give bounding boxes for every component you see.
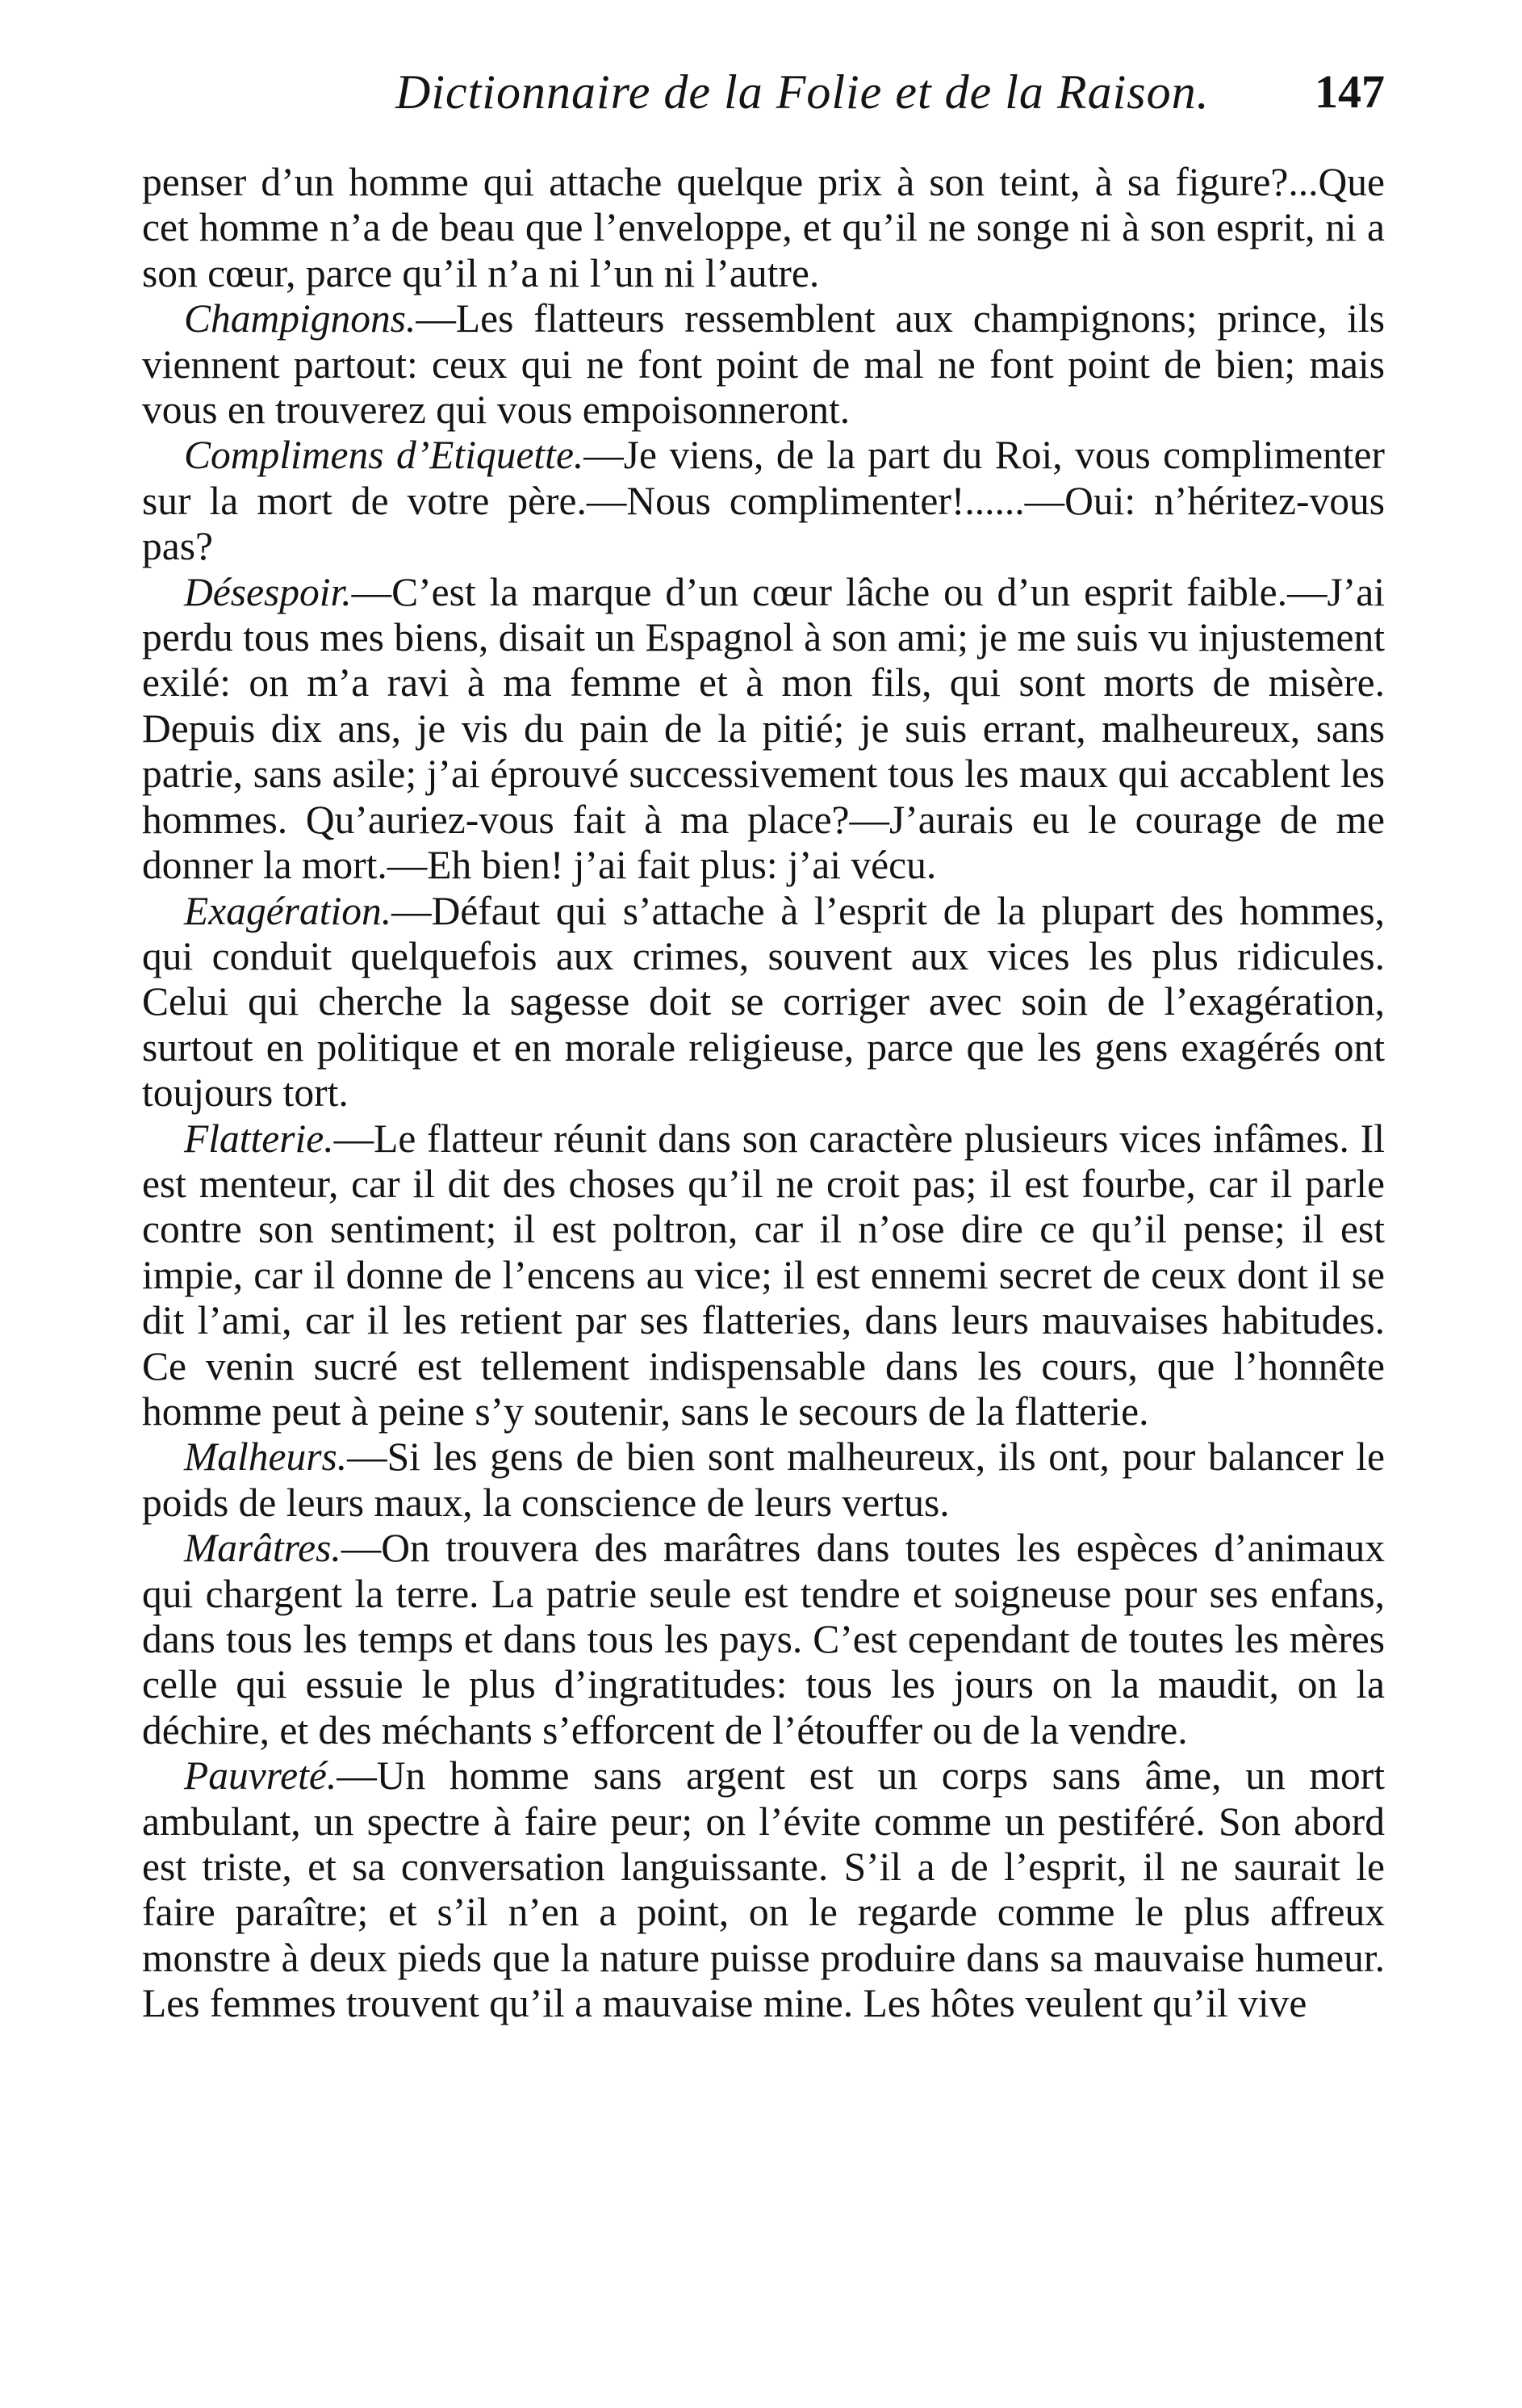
page-header — [142, 65, 1385, 137]
entry-pauvrete — [142, 1753, 1385, 2026]
entry-term: Malheurs. — [184, 1434, 348, 1480]
entry-text: —Le flatteur réunit dans son caractère plusieurs vices infâmes. Il est menteur, car il dit des choses qu’il ne croit pas; il est fourbe, car il parle contre son sentiment; il est poltron, car il n’ose dire ce qu’il pense; il est impie, car il donne de l’encens au vice; il est ennemi secret de ceux dont il se dit l’ami, car il les retient par ses flatteries, dans leurs mauvaises habitudes. Ce venin sucré est tellement indispensable dans les cours, que l’honnête homme peut à peine s’y soutenir, sans le secours de la flatterie. — [142, 1116, 1385, 1434]
entry-complimens — [142, 433, 1385, 569]
entry-desespoir — [142, 570, 1385, 889]
entry-term: Pauvreté. — [184, 1753, 337, 1799]
entry-text: —Je viens, de la part du Roi, vous complimenter sur la mort de votre père.—Nous complimenter!......—Oui: n’héritez-vous pas? — [142, 433, 1385, 569]
entry-exageration — [142, 889, 1385, 1116]
entry-maratres — [142, 1526, 1385, 1753]
entry-text: —Si les gens de bien sont malheureux, ils ont, pour balancer le poids de leurs maux, la conscience de leurs vertus. — [142, 1434, 1385, 1525]
running-title: Dictionnaire de la Folie et de la Raison. — [395, 65, 1210, 119]
paragraph-text: penser d’un homme qui attache quelque prix à son teint, à sa figure?...Que cet homme n’a de beau que l’enveloppe, et qu’il ne songe ni à son esprit, ni a son cœur, parce qu’il n’a ni l’un ni l’autre. — [142, 160, 1385, 295]
entry-malheurs — [142, 1434, 1385, 1526]
page-number: 147 — [1315, 65, 1385, 118]
entry-text: —On trouvera des marâtres dans toutes les espèces d’animaux qui chargent la terre. La patrie seule est tendre et soigneuse pour ses enfans, dans tous les temps et dans tous les pays. C’est cependant de toutes les mères celle qui essuie le plus d’ingratitudes: tous les jours on la maudit, on la déchire, et des méchants s’efforcent de l’étouffer ou de la vendre. — [142, 1526, 1385, 1753]
body-text — [142, 160, 1385, 2027]
entry-text: —Défaut qui s’attache à l’esprit de la plupart des hommes, qui conduit quelquefois aux crimes, souvent aux vices les plus ridicules. Celui qui cherche la sagesse doit se corriger avec soin de l’exagération, surtout en politique et en morale religieuse, parce que les gens exagérés ont toujours tort. — [142, 888, 1385, 1116]
entry-term: Marâtres. — [184, 1526, 341, 1571]
entry-champignons — [142, 296, 1385, 433]
entry-term: Flatterie. — [184, 1116, 334, 1161]
entry-text: —C’est la marque d’un cœur lâche ou d’un esprit faible.—J’ai perdu tous mes biens, disait un Espagnol à son ami; je me suis vu injustement exilé: on m’a ravi à ma femme et à mon fils, qui sont morts de misère. Depuis dix ans, je vis du pain de la pitié; je suis errant, malheureux, sans patrie, sans asile; j’ai éprouvé successivement tous les maux qui accablent les hommes. Qu’auriez-vous fait à ma place?—J’aurais eu le courage de me donner la mort.—Eh bien! j’ai fait plus: j’ai vécu. — [142, 569, 1385, 888]
entry-term: Exagération. — [184, 888, 392, 933]
entry-term: Désespoir. — [184, 569, 352, 614]
entry-text: —Un homme sans argent est un corps sans âme, un mort ambulant, un spectre à faire peur; on l’évite comme un pestiféré. Son abord est triste, et sa conversation languissante. S’il a de l’esprit, il ne saurait le faire paraître; et s’il n’en a point, on le regarde comme le plus affreux monstre à deux pieds que la nature puisse produire dans sa mauvaise humeur. Les femmes trouvent qu’il a mauvaise mine. Les hôtes veulent qu’il vive — [142, 1753, 1385, 2026]
entry-term: Complimens d’Etiquette. — [184, 433, 584, 478]
paragraph-continuation — [142, 160, 1385, 296]
entry-flatterie — [142, 1116, 1385, 1435]
entry-term: Champignons. — [184, 296, 416, 341]
entry-text: —Les flatteurs ressemblent aux champignons; prince, ils viennent partout: ceux qui ne font point de mal ne font point de bien; mais vous en trouverez qui vous empoisonneront. — [142, 296, 1385, 433]
